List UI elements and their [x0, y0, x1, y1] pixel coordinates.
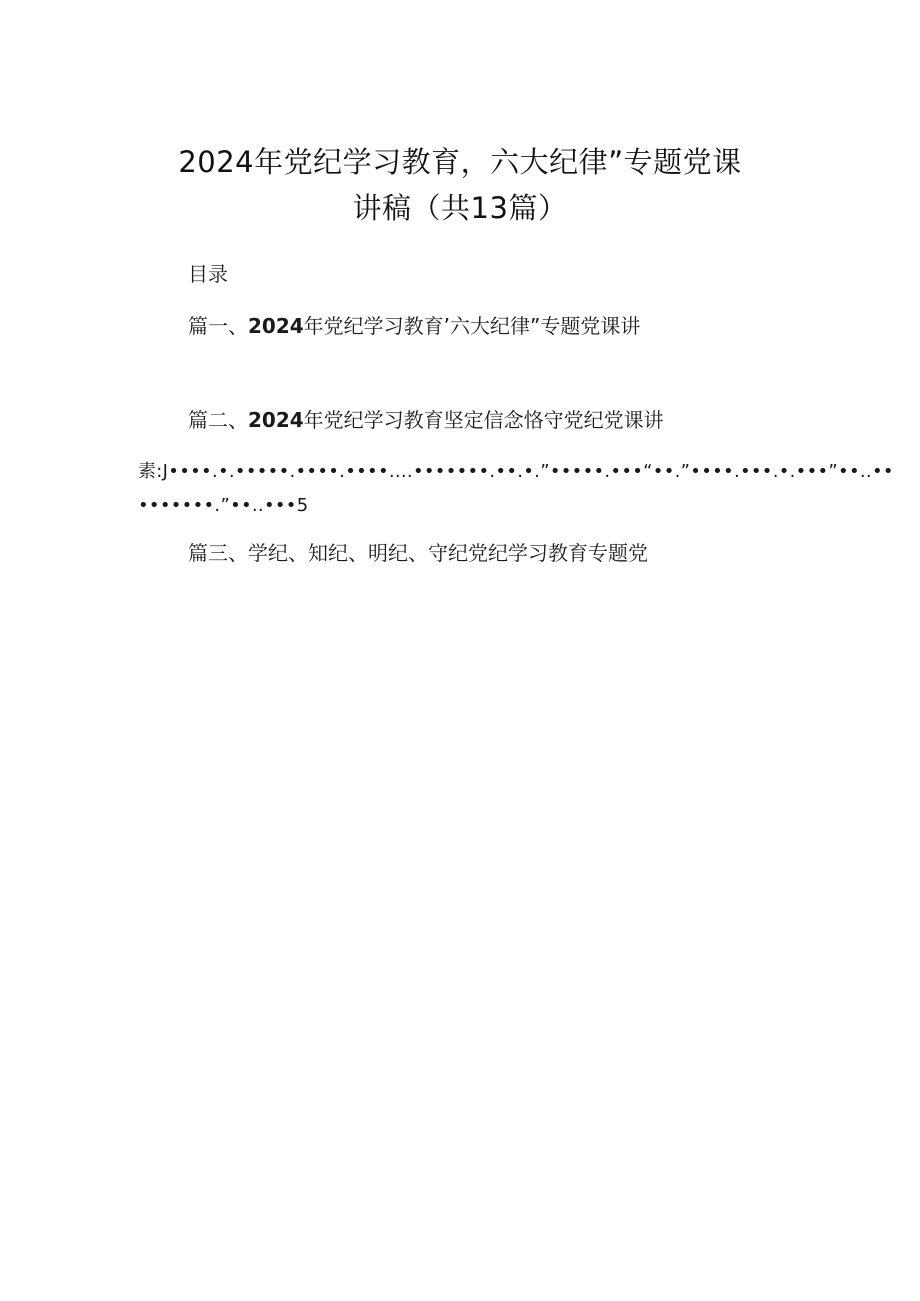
- toc-item-2-prefix: 篇二、: [188, 408, 248, 432]
- toc-item-2-year: 2024: [248, 408, 304, 432]
- toc-item-3-text: 学纪、知纪、明纪、守纪党纪学习教育专题党: [248, 541, 648, 565]
- toc-item-2-text: 年党纪学习教育坚定信念恪守党纪党课讲: [303, 408, 664, 432]
- toc-item-2[interactable]: [188, 406, 664, 434]
- toc-heading: 目录: [188, 262, 228, 286]
- toc-item-3[interactable]: [188, 539, 648, 567]
- toc-item-1[interactable]: [188, 312, 640, 340]
- toc-item-1-prefix: 篇一、: [188, 314, 248, 338]
- document-title-line-1: 2024年党纪学习教育，六大纪律”专题党课: [178, 145, 742, 179]
- toc-item-1-year: 2024: [248, 314, 304, 338]
- toc-item-2-continuation-1: 素:J••••.•.•••••.••••.••••....•••••••.••.•.”•••••.•••“••.”••••.•••.•.•••”••..••: [138, 461, 894, 482]
- toc-item-3-prefix: 篇三、: [188, 541, 248, 565]
- toc-item-2-continuation-2: •••••••.”••..•••5: [138, 495, 309, 516]
- toc-item-1-text: 年党纪学习教育’六大纪律”专题党课讲: [303, 314, 641, 338]
- document-title-line-2: 讲稿（共13篇）: [352, 191, 568, 225]
